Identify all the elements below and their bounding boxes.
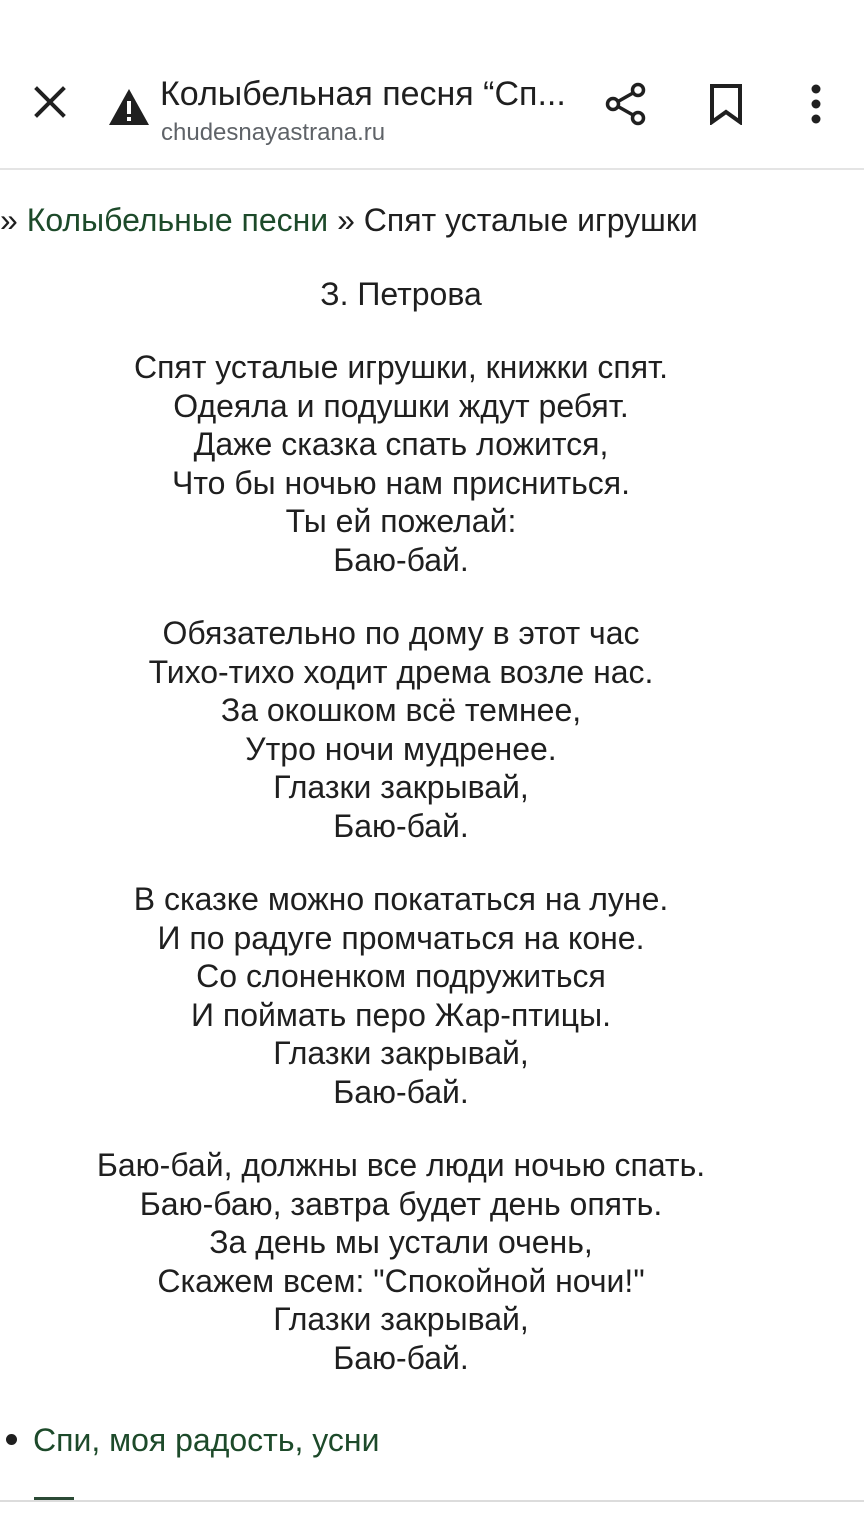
verse-line: Утро ночи мудренее. <box>245 730 557 767</box>
close-icon <box>33 85 67 119</box>
verse-line: Глазки закрывай, <box>273 1301 529 1337</box>
verse-line: Глазки закрывай, <box>273 769 529 805</box>
verse-line: Скажем всем: "Спокойной ночи!" <box>157 1262 645 1299</box>
verse-line: Даже сказка спать ложится, <box>193 426 609 462</box>
close-button[interactable] <box>22 74 78 130</box>
more-options-button[interactable] <box>790 74 842 134</box>
verse-line: Со слоненком подружиться <box>196 958 606 994</box>
verse <box>0 1146 802 1377</box>
verse-line: Ты ей пожелай: <box>285 503 517 539</box>
song-author: З. Петрова <box>320 276 482 312</box>
breadcrumb-link-lullabies[interactable]: Колыбельные песни <box>26 202 329 238</box>
verse-line: За окошком всё темнее, <box>220 692 582 728</box>
verse-line: И по радуге промчаться на коне. <box>157 919 645 956</box>
verse-line: Баю-бай. <box>333 1073 469 1110</box>
warning-icon[interactable] <box>108 88 150 126</box>
verse <box>0 348 802 579</box>
share-icon <box>604 82 648 126</box>
verse-line: Баю-бай. <box>333 807 469 844</box>
verse <box>0 614 802 845</box>
verse-line: Баю-баю, завтра будет день опять. <box>139 1185 663 1222</box>
breadcrumb-current: Спят усталые игрушки <box>363 202 698 238</box>
more-vert-icon <box>809 84 823 124</box>
browser-toolbar <box>0 38 864 170</box>
breadcrumb <box>0 198 698 242</box>
breadcrumb-separator: » <box>0 202 18 238</box>
verse-line: Одеяла и подушки ждут ребят. <box>173 387 629 424</box>
page-url[interactable]: chudesnayastrana.ru <box>161 119 386 146</box>
breadcrumb-separator: » <box>337 202 355 238</box>
verse-line: Тихо-тихо ходит дрема возле нас. <box>148 653 654 690</box>
verse-line: Спят усталые игрушки, книжки спят. <box>133 349 669 385</box>
related-list-item <box>6 1418 379 1462</box>
share-button[interactable] <box>596 74 656 134</box>
verse <box>0 880 802 1111</box>
bookmark-icon <box>709 83 743 125</box>
verse-line: Обязательно по дому в этот час <box>162 615 640 651</box>
bullet-icon <box>6 1434 17 1445</box>
bottom-bar <box>0 1500 864 1536</box>
verse-line: И поймать перо Жар-птицы. <box>190 996 612 1033</box>
page-title[interactable]: Колыбельная песня “Сп... <box>160 75 566 113</box>
verse-line: В сказке можно покататься на луне. <box>133 881 669 917</box>
verse-line: Баю-бай. <box>333 541 469 578</box>
verse-line: За день мы устали очень, <box>209 1224 593 1260</box>
verse-line: Глазки закрывай, <box>273 1035 529 1071</box>
verse-line: Что бы ночью нам присниться. <box>172 464 630 501</box>
bookmark-button[interactable] <box>696 74 756 134</box>
verse-line: Баю-бай, должны все люди ночью спать. <box>96 1147 706 1183</box>
related-link[interactable]: Спи, моя радость, усни <box>33 1422 380 1458</box>
verse-line: Баю-бай. <box>333 1339 469 1376</box>
